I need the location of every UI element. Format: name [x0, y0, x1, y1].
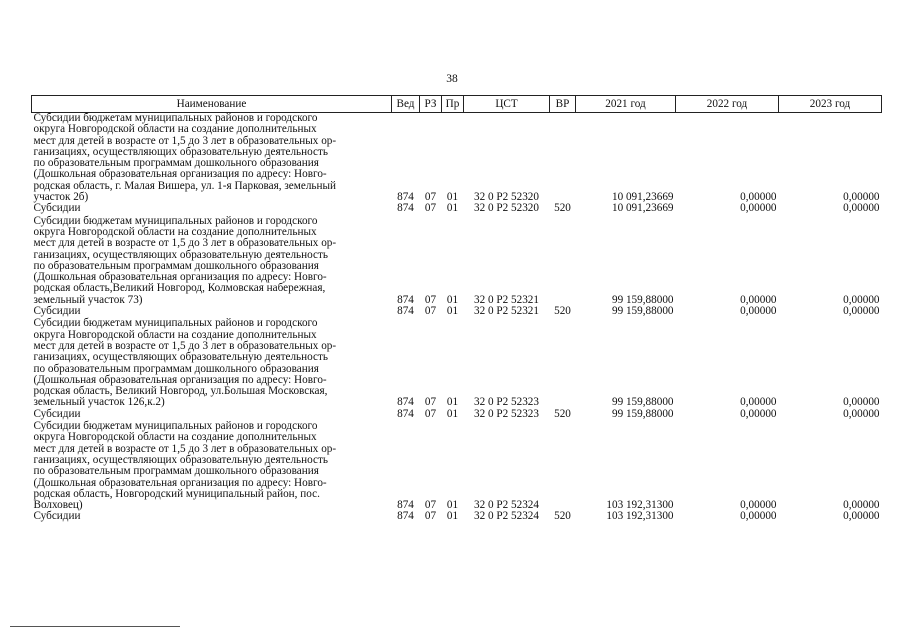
cell-2023: 0,00000: [843, 305, 880, 318]
row-name-line: ганизациях, осуществляющих образовательную деятельность: [33, 453, 328, 466]
row-name-line: Субсидии бюджетам муниципальных районов и городского: [33, 112, 318, 124]
cell-2023: 0,00000: [843, 293, 880, 306]
row-name: [32, 318, 392, 408]
cell-pr: 01: [446, 396, 459, 409]
cell-rz: 07: [424, 293, 437, 306]
page-number: 38: [446, 73, 458, 85]
table-row: [32, 113, 882, 204]
row-name-line: округа Новгородской области на создание дополнительных: [33, 123, 317, 136]
row-name-line: мест для детей в возрасте от 1,5 до 3 лет в образовательных ор-: [33, 237, 337, 250]
row-name-line: Субсидии бюджетам муниципальных районов и городского: [33, 214, 318, 227]
cell-vr: [550, 113, 576, 204]
row-name-line: Субсидии бюджетам муниципальных районов и городского: [33, 317, 318, 330]
row-name-line: родская область,Великий Новгород, Колмовская набережная,: [33, 282, 326, 295]
header-rz: РЗ: [420, 96, 442, 113]
row-name-line: ганизациях, осуществляющих образовательную деятельность: [33, 248, 328, 261]
table-row: [32, 511, 882, 523]
cell-rz: 07: [424, 407, 437, 420]
row-name-line: Волховец): [33, 499, 83, 512]
row-name: [32, 203, 392, 215]
row-name-line: родская область, г. Малая Вишера, ул. 1-я Парковая, земельный: [33, 179, 336, 192]
header-cst: ЦСТ: [464, 96, 550, 113]
cell-vr: [550, 216, 576, 306]
cell-vr: 520: [554, 407, 571, 420]
table-row: [32, 216, 882, 306]
header-2022: 2022 год: [676, 96, 779, 113]
cell-2022: 0,00000: [740, 499, 777, 512]
cell-cst: 32 0 P2 52320: [474, 202, 539, 215]
cell-2022: 0,00000: [740, 396, 777, 409]
cell-cst: 32 0 P2 52323: [474, 396, 539, 409]
row-name-line: округа Новгородской области на создание дополнительных: [33, 431, 317, 444]
cell-ved: 874: [397, 191, 414, 204]
cell-2023: 0,00000: [843, 510, 880, 523]
table-row: [32, 203, 882, 215]
header-pr: Пр: [442, 96, 464, 113]
cell-rz: 07: [424, 305, 437, 318]
row-name-line: родская область, Великий Новгород, ул.Большая Московская,: [33, 385, 328, 398]
row-name-line: Субсидии: [33, 202, 81, 215]
row-name-line: мест для детей в возрасте от 1,5 до 3 лет в образовательных ор-: [33, 339, 337, 352]
cell-ved: 874: [397, 499, 414, 512]
cell-pr: 01: [446, 305, 459, 318]
cell-vr: 520: [554, 202, 571, 215]
footer-rule: [10, 626, 180, 627]
row-name-line: по образовательным программам дошкольного образования: [33, 465, 319, 478]
row-name-line: земельный участок 73): [33, 293, 143, 306]
cell-cst: 32 0 P2 52321: [474, 305, 539, 318]
cell-2022: 0,00000: [740, 202, 777, 215]
cell-pr: 01: [446, 191, 459, 204]
cell-cst: 32 0 P2 52324: [474, 499, 539, 512]
cell-ved: 874: [397, 202, 414, 215]
header-vr: ВР: [550, 96, 576, 113]
cell-rz: 07: [424, 510, 437, 523]
cell-2023: 0,00000: [843, 191, 880, 204]
cell-2022: 0,00000: [740, 407, 777, 420]
cell-2023: 0,00000: [843, 202, 880, 215]
cell-pr: 01: [446, 293, 459, 306]
table-row: [32, 421, 882, 511]
cell-ved: 874: [397, 510, 414, 523]
row-name-line: по образовательным программам дошкольного образования: [33, 157, 319, 170]
row-name-line: Субсидии: [33, 407, 81, 420]
cell-ved: 874: [397, 293, 414, 306]
row-name-line: по образовательным программам дошкольного образования: [33, 362, 319, 375]
cell-pr: 01: [446, 202, 459, 215]
cell-2021: 99 159,88000: [611, 396, 674, 409]
budget-table: [31, 95, 882, 524]
row-name-line: (Дошкольная образовательная организация по адресу: Новго-: [33, 373, 327, 386]
cell-2022: 0,00000: [740, 293, 777, 306]
cell-2023: 0,00000: [843, 407, 880, 420]
row-name: [32, 421, 392, 511]
row-name-line: родская область, Новгородский муниципальный район, пос.: [33, 487, 320, 500]
row-name-line: ганизациях, осуществляющих образовательную деятельность: [33, 351, 328, 364]
table-row: [32, 318, 882, 408]
row-name-line: мест для детей в возрасте от 1,5 до 3 лет в образовательных ор-: [33, 442, 337, 455]
cell-pr: 01: [446, 407, 459, 420]
row-name: [32, 216, 392, 306]
row-name: [32, 113, 392, 204]
cell-rz: 07: [424, 396, 437, 409]
cell-ved: 874: [397, 396, 414, 409]
cell-2023: 0,00000: [843, 499, 880, 512]
cell-pr: 01: [446, 510, 459, 523]
cell-2021: 99 159,88000: [611, 305, 674, 318]
cell-2021: 10 091,23669: [611, 202, 674, 215]
row-name-line: Субсидии: [33, 510, 81, 523]
cell-2023: 0,00000: [843, 396, 880, 409]
row-name-line: округа Новгородской области на создание дополнительных: [33, 328, 317, 341]
row-name-line: (Дошкольная образовательная организация по адресу: Новго-: [33, 271, 327, 284]
cell-cst: 32 0 P2 52320: [474, 191, 539, 204]
row-name-line: Субсидии: [33, 305, 81, 318]
cell-2021: 99 159,88000: [611, 407, 674, 420]
row-name-line: ганизациях, осуществляющих образовательную деятельность: [33, 145, 328, 158]
cell-cst: 32 0 P2 52324: [474, 510, 539, 523]
cell-vr: 520: [554, 510, 571, 523]
row-name-line: земельный участок 126,к.2): [33, 396, 165, 409]
cell-rz: 07: [424, 191, 437, 204]
row-name-line: Субсидии бюджетам муниципальных районов и городского: [33, 420, 318, 433]
row-name-line: (Дошкольная образовательная организация по адресу: Новго-: [33, 476, 327, 489]
table-header: [32, 96, 882, 113]
cell-2021: 99 159,88000: [611, 293, 674, 306]
row-name-line: по образовательным программам дошкольного образования: [33, 259, 319, 272]
cell-ved: 874: [397, 407, 414, 420]
row-name-line: мест для детей в возрасте от 1,5 до 3 лет в образовательных ор-: [33, 134, 337, 147]
cell-pr: 01: [446, 499, 459, 512]
cell-cst: 32 0 P2 52321: [474, 293, 539, 306]
row-name-line: округа Новгородской области на создание дополнительных: [33, 225, 317, 238]
cell-vr: [550, 318, 576, 408]
cell-vr: [550, 421, 576, 511]
row-name: [32, 511, 392, 523]
cell-cst: 32 0 P2 52323: [474, 407, 539, 420]
cell-2021: 10 091,23669: [611, 191, 674, 204]
header-name: Наименование: [32, 96, 392, 113]
cell-vr: 520: [554, 305, 571, 318]
cell-2022: 0,00000: [740, 191, 777, 204]
table-body: [32, 113, 882, 524]
row-name-line: участок 2б): [33, 191, 89, 204]
header-ved: Вед: [392, 96, 420, 113]
cell-rz: 07: [424, 499, 437, 512]
header-2021: 2021 год: [576, 96, 676, 113]
cell-rz: 07: [424, 202, 437, 215]
cell-2022: 0,00000: [740, 510, 777, 523]
row-name-line: (Дошкольная образовательная организация по адресу: Новго-: [33, 168, 327, 181]
cell-ved: 874: [397, 305, 414, 318]
cell-2022: 0,00000: [740, 305, 777, 318]
cell-2021: 103 192,31300: [606, 510, 674, 523]
header-2023: 2023 год: [779, 96, 882, 113]
cell-2021: 103 192,31300: [606, 499, 674, 512]
